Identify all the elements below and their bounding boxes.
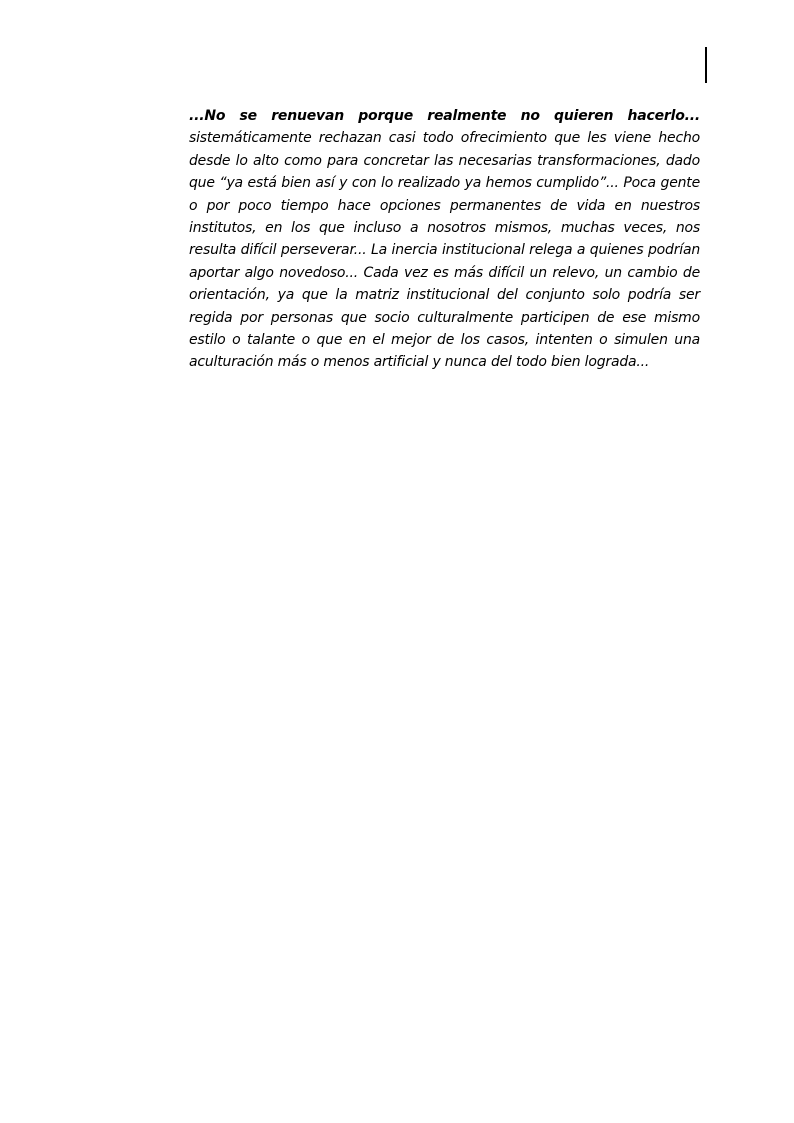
body-paragraph [189, 105, 700, 374]
page-margin-rule [705, 47, 707, 83]
paragraph-body: sistemáticamente rechazan casi todo ofrecimiento que les viene hecho desde lo alto como para concretar las necesarias transformaciones, dado que “ya está bien así y con lo realizado ya hemos cumplido”... Poca gente o por poco tiempo hace opciones permanentes de vida en nuestros institutos, en los que incluso a nosotros mismos, muchas veces, nos resulta difícil perseverar... La inercia institucional relega a quienes podrían aportar algo novedoso... Cada vez es más difícil un relevo, un cambio de orientación, ya que la matriz institucional del conjunto solo podría ser regida por personas que socio culturalmente participen de ese mismo estilo o talante o que en el mejor de los casos, intenten o simulen una aculturación más o menos artificial y nunca del todo bien lograda... [189, 130, 700, 371]
lead-sentence: ...No se renuevan porque realmente no quieren hacerlo... [189, 108, 700, 124]
